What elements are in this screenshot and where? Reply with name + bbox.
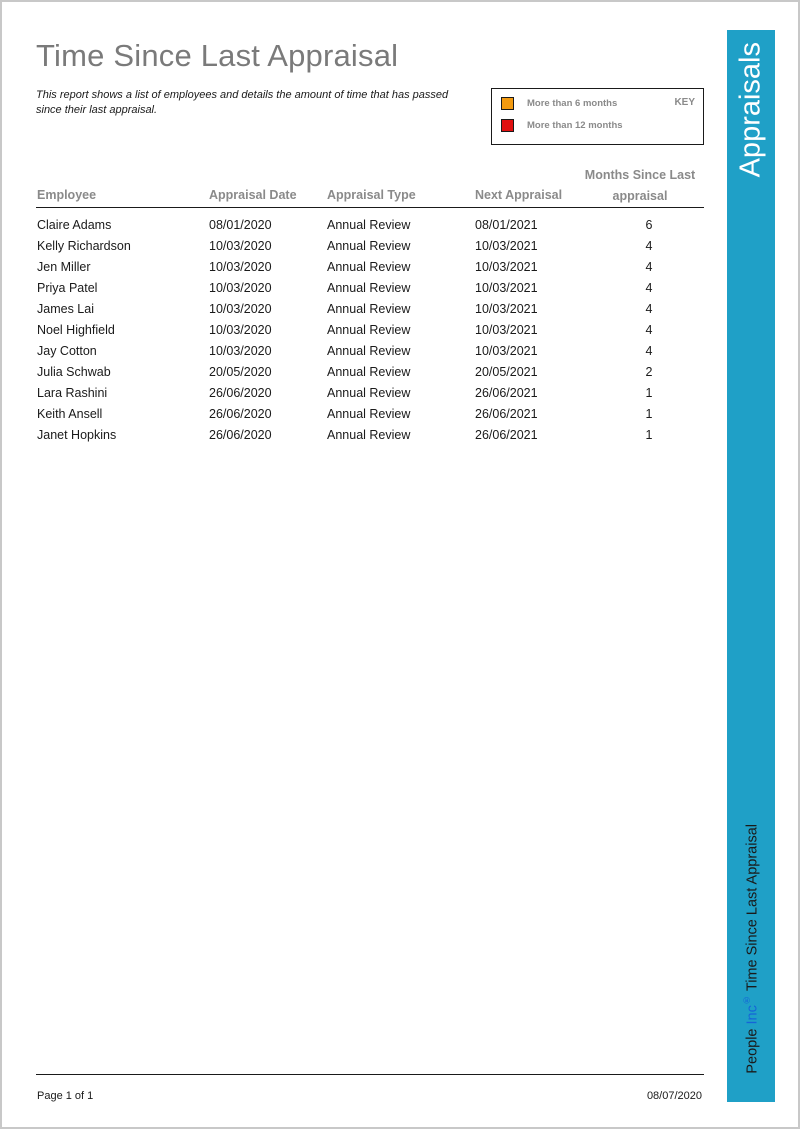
cell-employee: Claire Adams: [37, 218, 112, 232]
cell-employee: Janet Hopkins: [37, 428, 117, 442]
cell-next-appraisal: 10/03/2021: [475, 281, 538, 295]
cell-months-since: 4: [645, 260, 653, 274]
cell-appraisal-date: 10/03/2020: [209, 239, 272, 253]
brand-report-name: Time Since Last Appraisal: [744, 824, 761, 992]
column-header-next-appraisal: Next Appraisal: [475, 188, 563, 202]
key-legend: [491, 88, 704, 145]
cell-appraisal-type: Annual Review: [327, 365, 411, 379]
column-header-months-since: Months Since Last appraisal: [584, 168, 696, 203]
cell-appraisal-type: Annual Review: [327, 344, 411, 358]
table-row: [36, 258, 704, 279]
red-swatch-icon: [501, 119, 514, 132]
table-row: [36, 237, 704, 258]
cell-employee: Noel Highfield: [37, 323, 115, 337]
cell-next-appraisal: 10/03/2021: [475, 260, 538, 274]
cell-employee: Kelly Richardson: [37, 239, 131, 253]
brand-registered-mark: ®: [741, 995, 752, 1006]
table-row: [36, 426, 704, 447]
cell-months-since: 4: [645, 344, 653, 358]
sidebar-title-text: Appraisals: [734, 42, 767, 178]
table-header: [36, 162, 704, 208]
cell-appraisal-date: 10/03/2020: [209, 302, 272, 316]
cell-appraisal-date: 10/03/2020: [209, 260, 272, 274]
cell-next-appraisal: 10/03/2021: [475, 323, 538, 337]
cell-months-since: 1: [645, 407, 653, 421]
cell-months-since: 1: [645, 428, 653, 442]
cell-employee: Keith Ansell: [37, 407, 103, 421]
cell-next-appraisal: 10/03/2021: [475, 239, 538, 253]
cell-appraisal-type: Annual Review: [327, 260, 411, 274]
table-row: [36, 405, 704, 426]
cell-employee: James Lai: [37, 302, 94, 316]
cell-employee: Jay Cotton: [37, 344, 97, 358]
key-label: More than 12 months: [527, 119, 623, 131]
cell-months-since: 4: [645, 302, 653, 316]
key-label: More than 6 months: [527, 97, 618, 109]
cell-next-appraisal: 26/06/2021: [475, 407, 538, 421]
key-title: KEY: [674, 97, 695, 108]
cell-appraisal-date: 10/03/2020: [209, 344, 272, 358]
column-header-appraisal-date: Appraisal Date: [209, 188, 297, 202]
cell-appraisal-type: Annual Review: [327, 386, 411, 400]
cell-months-since: 1: [645, 386, 653, 400]
table-row: [36, 216, 704, 237]
footer-page-number: Page 1 of 1: [37, 1090, 94, 1102]
report-title: Time Since Last Appraisal: [36, 38, 399, 73]
cell-appraisal-type: Annual Review: [327, 281, 411, 295]
cell-next-appraisal: 10/03/2021: [475, 344, 538, 358]
cell-months-since: 4: [645, 281, 653, 295]
brand-inc: Inc: [744, 1005, 761, 1025]
cell-months-since: 4: [645, 239, 653, 253]
table-row: [36, 300, 704, 321]
cell-appraisal-type: Annual Review: [327, 302, 411, 316]
key-item-6-months: [501, 96, 617, 110]
column-header-employee: Employee: [37, 188, 97, 202]
cell-next-appraisal: 08/01/2021: [475, 218, 538, 232]
orange-swatch-icon: [501, 97, 514, 110]
cell-appraisal-type: Annual Review: [327, 239, 411, 253]
brand-people: People: [744, 1028, 761, 1074]
cell-months-since: 2: [645, 365, 653, 379]
sidebar-title: [727, 30, 775, 230]
report-description: This report shows a list of employees and details the amount of time that has passed since their last appraisal.: [36, 89, 449, 116]
cell-appraisal-date: 10/03/2020: [209, 323, 272, 337]
cell-appraisal-date: 20/05/2020: [209, 365, 272, 379]
cell-months-since: 6: [645, 218, 653, 232]
cell-employee: Jen Miller: [37, 260, 91, 274]
cell-appraisal-type: Annual Review: [327, 407, 411, 421]
cell-appraisal-date: 08/01/2020: [209, 218, 272, 232]
cell-employee: Julia Schwab: [37, 365, 111, 379]
cell-next-appraisal: 26/06/2021: [475, 428, 538, 442]
cell-appraisal-date: 26/06/2020: [209, 428, 272, 442]
cell-months-since: 4: [645, 323, 653, 337]
table-row: [36, 342, 704, 363]
footer-divider: [36, 1074, 704, 1075]
footer-date: 08/07/2020: [646, 1090, 702, 1102]
cell-next-appraisal: 10/03/2021: [475, 302, 538, 316]
cell-appraisal-date: 26/06/2020: [209, 407, 272, 421]
cell-appraisal-type: Annual Review: [327, 218, 411, 232]
table-row: [36, 279, 704, 300]
cell-appraisal-date: 26/06/2020: [209, 386, 272, 400]
table-row: [36, 363, 704, 384]
cell-appraisal-type: Annual Review: [327, 428, 411, 442]
sidebar-band: [727, 30, 775, 1102]
brand-text: [742, 824, 761, 1074]
cell-employee: Priya Patel: [37, 281, 98, 295]
key-item-12-months: [501, 118, 623, 132]
cell-appraisal-date: 10/03/2020: [209, 281, 272, 295]
cell-employee: Lara Rashini: [37, 386, 108, 400]
cell-next-appraisal: 26/06/2021: [475, 386, 538, 400]
table-body: [36, 216, 704, 447]
column-header-appraisal-type: Appraisal Type: [327, 188, 416, 202]
table-row: [36, 321, 704, 342]
cell-appraisal-type: Annual Review: [327, 323, 411, 337]
cell-next-appraisal: 20/05/2021: [475, 365, 538, 379]
table-row: [36, 384, 704, 405]
